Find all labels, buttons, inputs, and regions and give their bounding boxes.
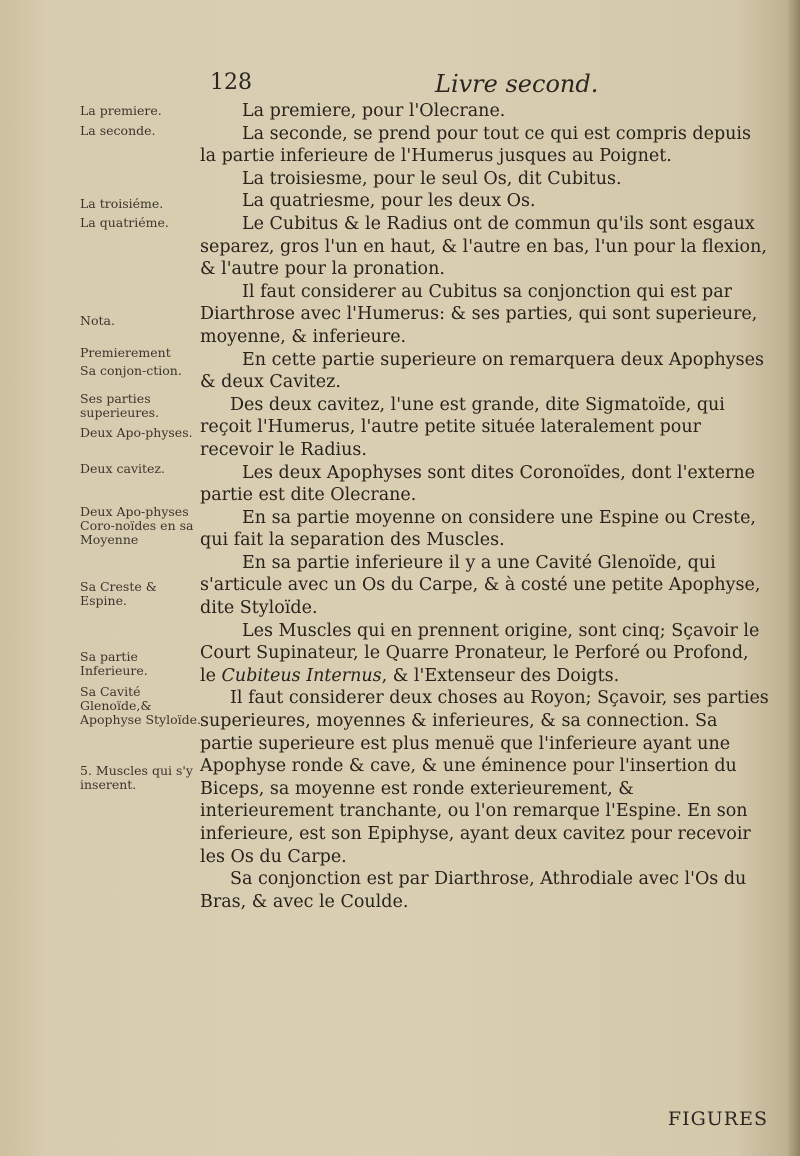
catchword: FIGURES xyxy=(667,1108,768,1130)
margin-note: Deux cavitez. xyxy=(80,461,165,476)
paragraph: En sa partie moyenne on considere une Espine ou Creste, qui fait la separation des Muscles. xyxy=(200,507,756,551)
paragraph: La quatriesme, pour les deux Os. xyxy=(242,191,536,212)
running-title: Livre second. xyxy=(435,70,599,98)
page-edge xyxy=(788,0,800,1156)
paragraph xyxy=(200,620,770,688)
page-number: 128 xyxy=(210,70,252,95)
paragraph-part: , & l'Extenseur des Doigts. xyxy=(381,665,620,686)
paragraph: Des deux cavitez, l'une est grande, dite Sigmatoïde, qui reçoit l'Humerus, l'autre petite située lateralement pour recevoir le Radius. xyxy=(200,394,725,460)
margin-note: 5. Muscles qui s'y inserent. xyxy=(80,763,193,792)
paragraph: Il faut considerer deux choses au Royon; Sçavoir, ses parties superieures, moyennes & inferieures, & sa connection. Sa partie superieure est plus menuë que l'inferieure ayant une Apophyse ronde & cave, & une éminence pour l'insertion du Biceps, sa moyenne est ronde exterieurement, & interieurement tranchante, ou l'on remarque l'Espine. En son inferieure, est son Epiphyse, ayant deux cavitez pour recevoir les Os du Carpe. xyxy=(200,688,769,867)
margin-note: Nota. xyxy=(80,313,115,328)
paragraph: La seconde, se prend pour tout ce qui est compris depuis la partie inferieure de l'Humerus jusques au Poignet. xyxy=(200,123,752,167)
margin-note: Sa partie Inferieure. xyxy=(80,649,148,678)
margin-note: La quatriéme. xyxy=(80,215,169,230)
paragraph-part: Les Muscles qui en prennent origine, sont cinq; Sçavoir le Court Supinateur, le Quarre Pronateur, le Perforé ou Profond, le xyxy=(200,620,760,686)
paragraph: En cette partie superieure on remarquera deux Apophyses & deux Cavitez. xyxy=(200,349,764,393)
margin-note: La premiere. xyxy=(80,103,162,118)
margin-note: Sa Creste & Espine. xyxy=(80,579,157,608)
page-header xyxy=(210,70,770,102)
margin-note: La seconde. xyxy=(80,123,156,138)
italic-term: Cubiteus Internus xyxy=(221,665,382,686)
paragraph: Il faut considerer au Cubitus sa conjonction qui est par Diarthrose avec l'Humerus: & ses parties, qui sont superieure, moyenne, & inferieure. xyxy=(200,281,758,347)
margin-note: Ses parties superieures. xyxy=(80,391,160,420)
paragraph: Sa conjonction est par Diarthrose, Athrodiale avec l'Os du Bras, & avec le Coulde. xyxy=(200,869,747,912)
margin-note: Deux Apo-physes Coro-noïdes en sa Moyenne xyxy=(80,504,194,547)
margin-note: La troisiéme. xyxy=(80,196,164,211)
main-text xyxy=(200,100,770,913)
paragraph: En sa partie inferieure il y a une Cavité Glenoïde, qui s'articule avec un Os du Carpe, & à costé une petite Apophyse, dite Styloïde. xyxy=(200,552,761,619)
paragraph: La troisiesme, pour le seul Os, dit Cubitus. xyxy=(242,168,622,189)
margin-note: Premierement xyxy=(80,345,171,360)
paragraph: La premiere, pour l'Olecrane. xyxy=(242,101,506,121)
margin-note: Sa Cavité Glenoïde,& Apophyse Styloïde. xyxy=(80,684,201,727)
paragraph: Le Cubitus & le Radius ont de commun qu'ils sont esgaux separez, gros l'un en haut, & l'autre en bas, l'un pour la flexion, & l'autre pour la pronation. xyxy=(200,213,767,280)
paragraph: Les deux Apophyses sont dites Coronoïdes, dont l'externe partie est dite Olecrane. xyxy=(200,462,756,506)
margin-note: Sa conjon-ction. xyxy=(80,363,182,378)
margin-notes xyxy=(0,0,205,1156)
margin-note: Deux Apo-physes. xyxy=(80,425,193,440)
